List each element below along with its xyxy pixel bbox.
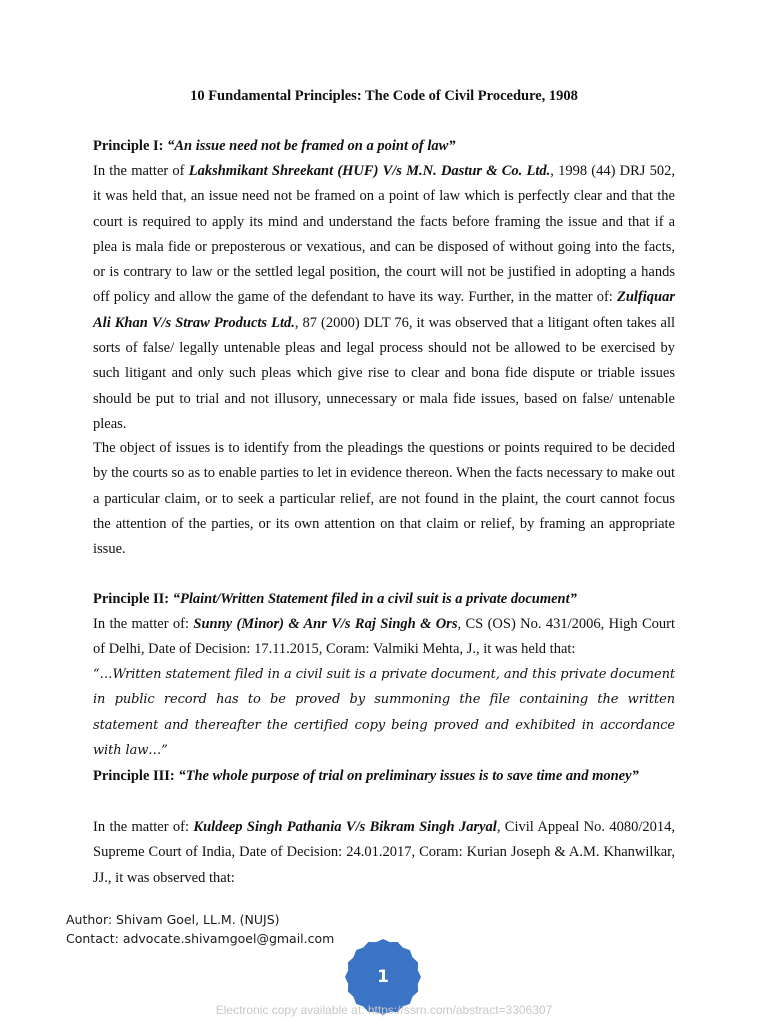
principle-3-paragraph <box>93 815 675 891</box>
ssrn-footer: Electronic copy available at: https://ssrn.com/abstract=3306307 <box>215 1003 553 1017</box>
p3-text-a: In the matter of: <box>93 819 194 835</box>
p2-text-b: , CS (OS) No. 431/2006, High Court of Delhi, Date of Decision: 17.11.2015, Coram: Valmiki Mehta, J., it was held that: <box>93 616 676 658</box>
principle-1-heading <box>93 134 675 159</box>
principle-2-heading <box>93 587 675 612</box>
case-kuldeep: Kuldeep Singh Pathania V/s Bikram Singh Jaryal <box>193 819 497 835</box>
principle-2-label: Principle II: <box>93 591 170 607</box>
page-number: 1 <box>377 967 389 987</box>
principle-2-statement: “Plaint/Written Statement filed in a civil suit is a private document” <box>172 591 577 607</box>
p1-text-b: , 1998 (44) DRJ 502, it was held that, an issue need not be framed on a point of law which is perfectly clear and that the court is required to apply its mind and understand the facts before framing the issue and that if a plea is mala fide or preposterous or vexatious, and can be disposed of without going into the facts, or is contrary to law or the settled legal position, the court will not be justified in adopting a hands off policy and allow the game of the defendant to have its way. Further, in the matter of: <box>93 163 675 306</box>
principle-1-label: Principle I: <box>93 138 164 154</box>
author-contact: Contact: advocate.shivamgoel@gmail.com <box>66 931 335 946</box>
principle-2-quote: “…Written statement filed in a civil suit is a private document, and this private document in public record has to be proved by summoning the file containing the written statement and thereafter the certified copy being proved and exhibited in accordance with law…” <box>93 667 675 758</box>
principle-1-paragraph-1 <box>93 159 675 437</box>
case-lakshmikant: Lakshmikant Shreekant (HUF) V/s M.N. Dastur & Co. Ltd. <box>188 163 551 179</box>
document-title: 10 Fundamental Principles: The Code of Civil Procedure, 1908 <box>190 88 578 104</box>
principle-2-paragraph <box>93 612 675 663</box>
p1-text-c: , 87 (2000) DLT 76, it was observed that a litigant often takes all sorts of false/ legally untenable pleas and legal process should not be allowed to be exercised by such litigant and only such pleas which give rise to clear and bona fide dispute or triable issues should be put to trial and not illusory, unnecessary or mala fide issues, based on false/ untenable pleas. <box>93 314 675 432</box>
p1-text-a: In the matter of <box>93 163 189 179</box>
author-name: Author: Shivam Goel, LL.M. (NUJS) <box>66 912 280 927</box>
case-zulfiquar: Zulfiquar Ali Khan V/s Straw Products Ltd. <box>93 289 675 331</box>
principle-3-statement: “The whole purpose of trial on preliminary issues is to save time and money” <box>178 768 639 784</box>
principle-1-statement: “An issue need not be framed on a point of law” <box>167 138 456 154</box>
principle-3-heading <box>93 764 675 789</box>
principle-3-label: Principle III: <box>93 768 175 784</box>
author-info <box>66 910 334 948</box>
p3-text-b: , Civil Appeal No. 4080/2014, Supreme Court of India, Date of Decision: 24.01.2017, Coram: Kurian Joseph & A.M. Khanwilkar, JJ., it was observed that: <box>93 819 675 886</box>
p2-text-a: In the matter of: <box>93 616 194 632</box>
case-sunny: Sunny (Minor) & Anr V/s Raj Singh & Ors <box>193 616 458 632</box>
principle-1-paragraph-2: The object of issues is to identify from the pleadings the questions or points required to be decided by the courts so as to enable parties to let in evidence thereon. When the facts necessary to make out a particular claim, or to seek a particular relief, are not found in the plaint, the court cannot focus the attention of the parties, or its own attention on that claim or relief, by framing an appropriate issue. <box>93 440 675 558</box>
